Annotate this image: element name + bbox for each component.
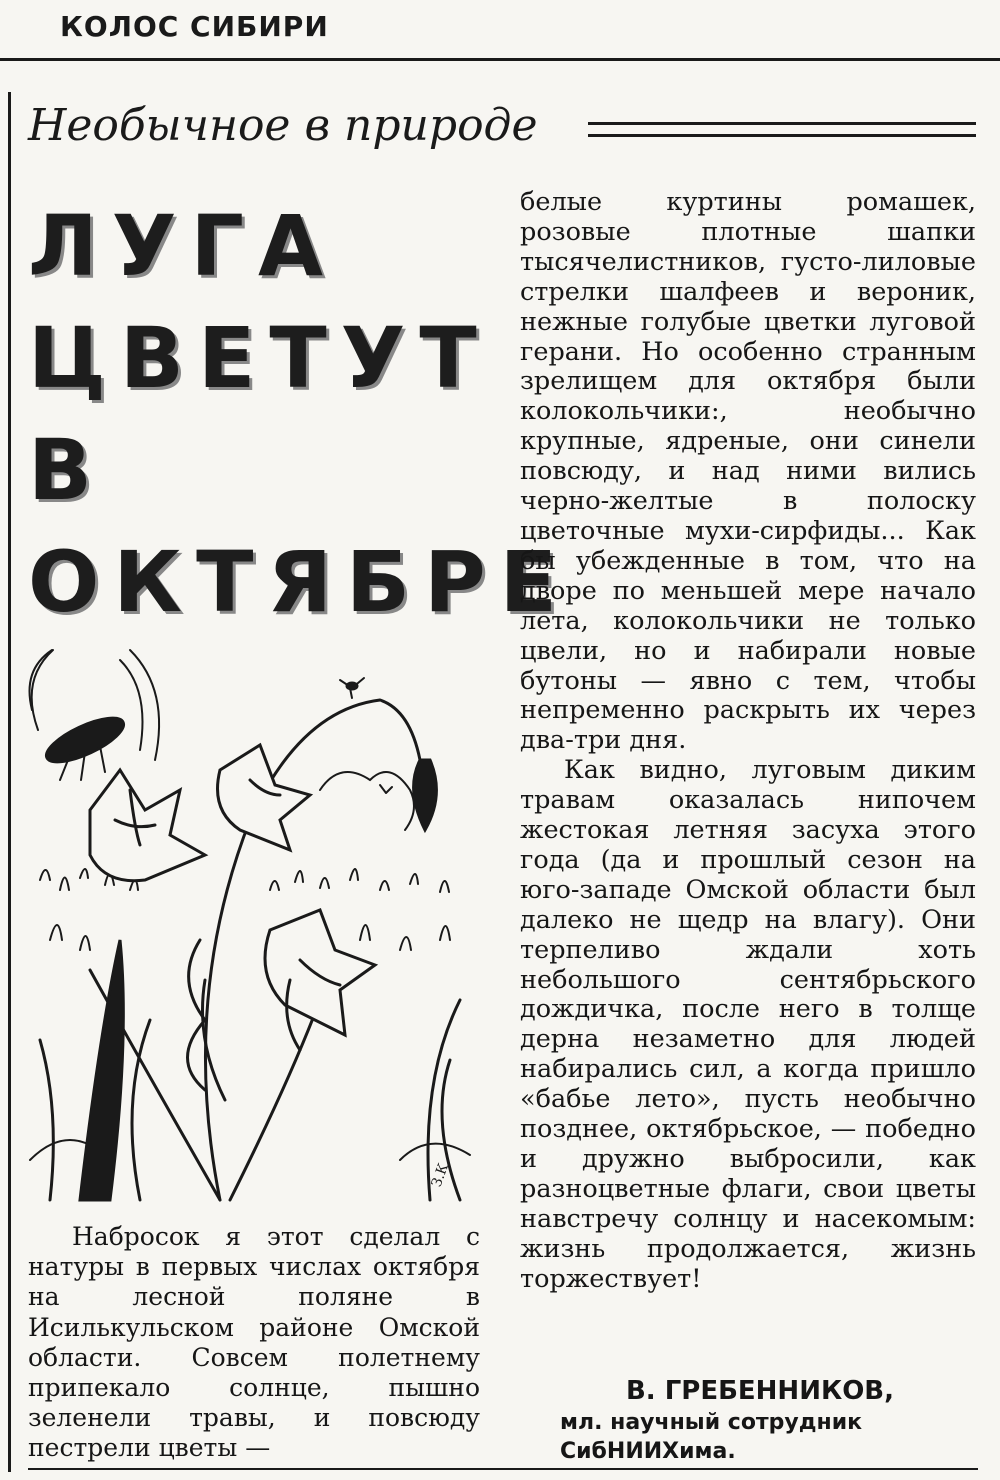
left-border-rule <box>8 92 11 1472</box>
paragraph: белые куртины ромашек, розовые плотные шапки тысячелистников, густо-лиловые стрелки шалфеев и вероник, нежные голубые цветки луговой герани. Но особенно странным зрелищем для октября были колокольчики:, необычно крупные, ядреные, они синели повсюду, и над ними вились черно-желтые в полоску цветочные мухи-сирфиды... Как бы убежденные в том, что на дворе по меньшей мере начало лета, колокольчики не только цвели, но и набирали новые бутоны — явно с тем, чтобы непременно раскрыть их через два-три дня. <box>520 187 976 756</box>
bottom-rule <box>28 1468 978 1470</box>
author-role: мл. научный сотрудник <box>560 1410 863 1435</box>
headline-line: ЦВЕТУТ <box>28 309 491 407</box>
paragraph: Набросок я этот сделал с натуры в первых числах октября на лесной поляне в Исилькульском районе Омской области. Совсем полетнему припекало солнце, пышно зеленели травы, и повсюду пестрели цветы — <box>28 1222 480 1463</box>
article-text-left <box>28 1222 480 1464</box>
paragraph: Как видно, луговым диким травам оказалась нипочем жестокая летняя засуха этого года (да и прошлый сезон на юго-западе Омской области был далеко не щедр на влагу). Они терпеливо ждали хоть небольшого сентябрьского дождичка, после него в толще дерна незаметно для людей набирались сил, а когда пришло «бабье лето», пусть необычно позднее, октябрьское, — победно и дружно выбросили, как разноцветные флаги, свои цветы навстречу солнцу и насекомым: жизнь продолжается, жизнь торжествует! <box>520 755 976 1294</box>
hoverfly-drawing <box>30 650 160 780</box>
article-headline <box>28 190 572 638</box>
article-byline <box>560 1376 980 1464</box>
article-text-right <box>520 188 976 1295</box>
headline-line: В <box>28 421 107 519</box>
small-insects <box>340 678 392 793</box>
bellflower-blossoms <box>90 745 375 1090</box>
headline-line: ОКТЯБРЕ <box>28 533 572 631</box>
top-rule <box>0 58 1000 61</box>
headline-line: ЛУГА <box>28 197 338 295</box>
newspaper-masthead: КОЛОС СИБИРИ <box>60 10 329 43</box>
artist-signature: З.К. <box>428 1157 454 1190</box>
section-rubric: Необычное в природе <box>28 100 538 151</box>
author-name: В. ГРЕБЕННИКОВ, <box>625 1376 895 1406</box>
rubric-decor-lines <box>588 122 976 146</box>
author-affiliation: СибНИИХима. <box>560 1439 736 1464</box>
bellflower-bud <box>414 760 437 830</box>
bellflower-meadow-illustration <box>20 640 490 1210</box>
